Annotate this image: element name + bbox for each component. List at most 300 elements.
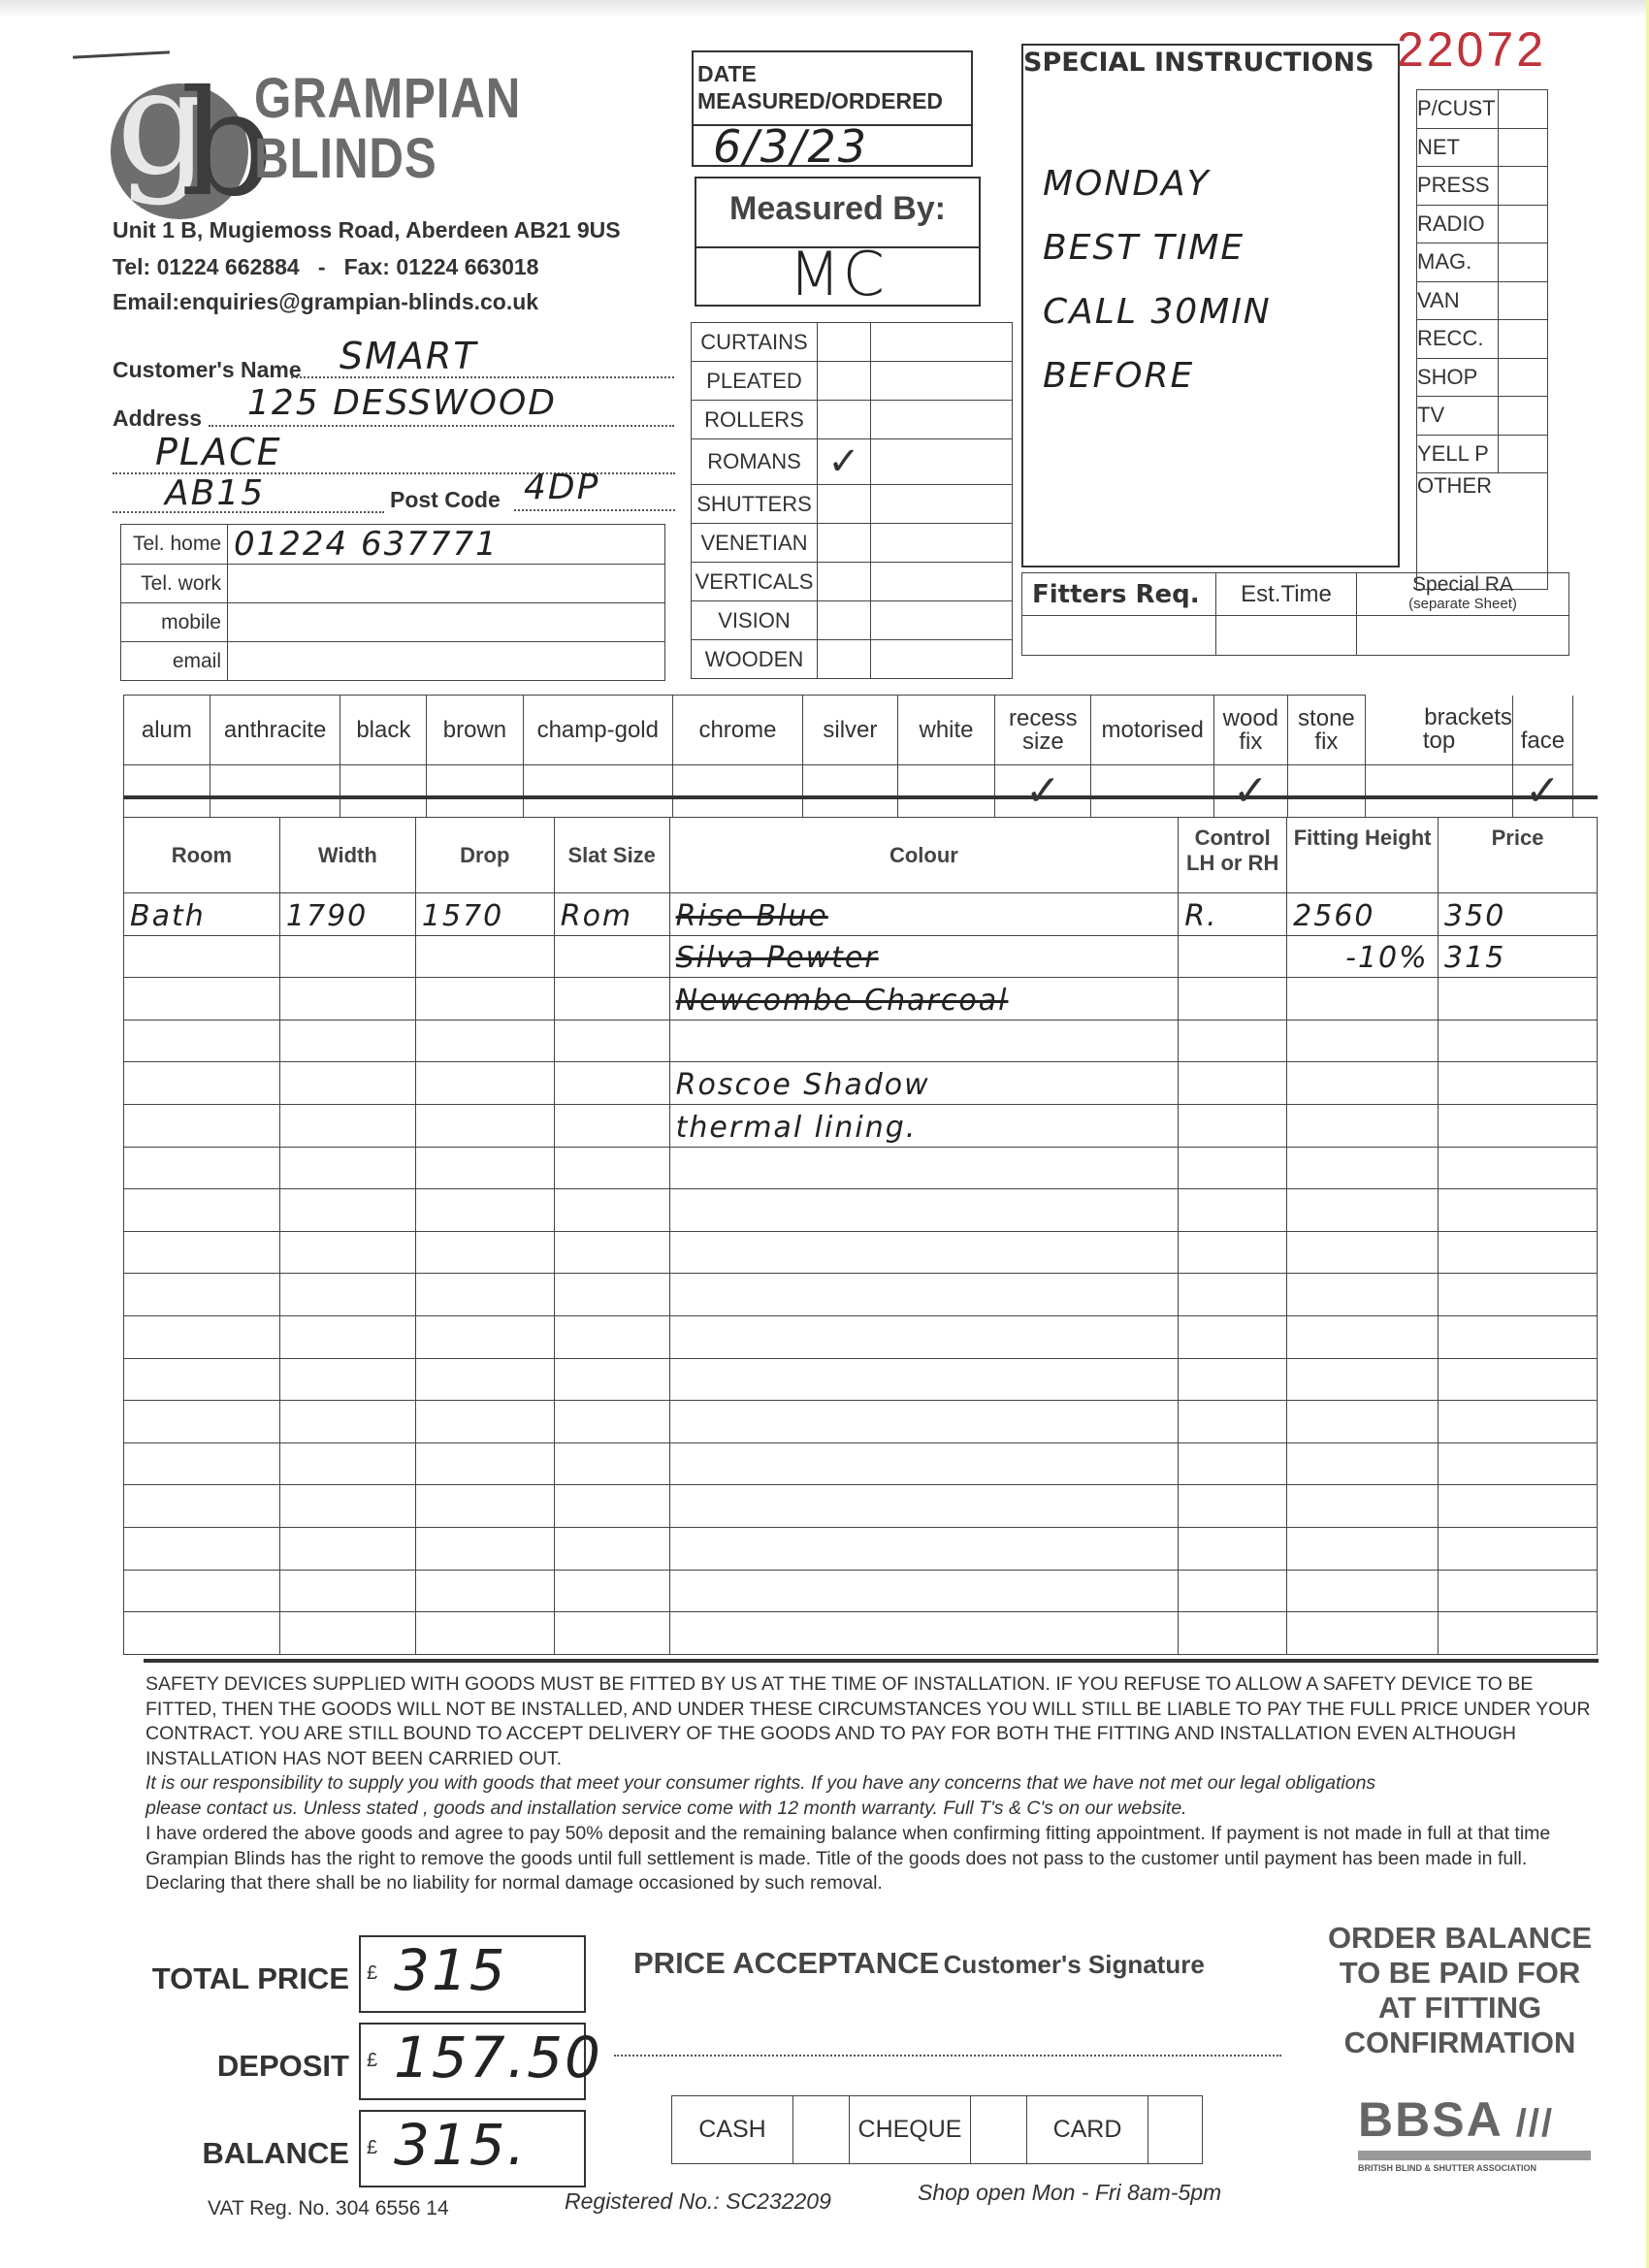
source-checkbox[interactable]	[1499, 397, 1548, 436]
cell-control[interactable]	[1179, 1612, 1287, 1655]
warranty-notice: please contact us. Unless stated , goods and installation service come with 12 month warranty. Full T's & C's on our website.	[146, 1798, 1187, 1819]
safety-notice: SAFETY DEVICES SUPPLIED WITH GOODS MUST BE FITTED BY US AT THE TIME OF INSTALLATION. IF YOU REFUSE TO ALLOW A SAFETY DEVICE TO BE FITTED, THEN THE GOODS WILL NOT BE INSTALLED, AND UNDER THESE CIRCUMSTANCES YOU WILL STILL BE LIABLE TO PAY THE FULL PRICE UNDER YOUR CONTRACT. YOU ARE STILL BOUND TO ACCEPT DELIVERY OF THE GOODS AND TO PAY FOR BOTH THE FITTING AND INSTALLATION EVEN ALTHOUGH INSTALLATION HAS NOT BEEN CARRIED OUT.	[146, 1673, 1591, 1769]
cell-slat[interactable]	[554, 935, 669, 978]
product-checkbox[interactable]	[818, 601, 871, 640]
fitters-req-field[interactable]	[1022, 616, 1216, 656]
column-header: Control LH or RH	[1179, 818, 1287, 893]
cell-room[interactable]	[124, 1485, 280, 1528]
cell-drop[interactable]	[415, 978, 554, 1021]
cell-colour[interactable]	[669, 1442, 1179, 1485]
cell-colour[interactable]	[669, 1104, 1179, 1147]
product-extra[interactable]	[871, 485, 1013, 524]
source-checkbox[interactable]	[1499, 358, 1548, 397]
contact-value[interactable]: 01224 637771	[228, 525, 665, 565]
cell-drop[interactable]	[415, 1274, 554, 1316]
cell-control[interactable]	[1179, 1147, 1287, 1189]
cell-colour[interactable]	[669, 1189, 1179, 1232]
cell-price-value: 315	[1444, 941, 1506, 976]
source-checkbox[interactable]	[1499, 167, 1548, 206]
option-label	[523, 696, 672, 765]
option-text: alum	[141, 716, 192, 743]
source-label: OTHER	[1417, 473, 1548, 590]
cell-fitting[interactable]	[1287, 1358, 1439, 1401]
postcode-value[interactable]: 4DP	[524, 468, 600, 507]
cell-drop[interactable]	[415, 1612, 554, 1655]
option-checkbox[interactable]	[523, 765, 672, 818]
cell-width[interactable]	[279, 1231, 415, 1274]
cell-drop[interactable]	[415, 1570, 554, 1612]
source-row	[1417, 320, 1548, 359]
product-extra[interactable]	[871, 362, 1013, 401]
logo-letter-g: g	[116, 39, 210, 208]
cell-room[interactable]	[124, 1147, 280, 1189]
cell-control[interactable]	[1179, 1358, 1287, 1401]
cell-fitting[interactable]	[1287, 1020, 1439, 1062]
table-row	[124, 1062, 1598, 1105]
product-row	[692, 640, 1013, 679]
cell-slat[interactable]	[554, 1274, 669, 1316]
cell-control[interactable]	[1179, 1274, 1287, 1316]
currency-symbol: £	[367, 1962, 378, 1984]
cell-control[interactable]	[1179, 893, 1287, 936]
option-checkbox[interactable]: ✓	[1512, 765, 1572, 818]
cell-colour[interactable]	[669, 978, 1179, 1021]
cell-slat[interactable]	[554, 1104, 669, 1147]
cell-colour[interactable]	[669, 1612, 1179, 1655]
cell-width[interactable]	[279, 1401, 415, 1443]
cell-slat[interactable]	[554, 1020, 669, 1062]
option-checkbox[interactable]	[427, 765, 523, 818]
cell-fitting[interactable]	[1287, 1189, 1439, 1232]
cell-drop[interactable]	[415, 1401, 554, 1443]
cell-price[interactable]	[1439, 978, 1598, 1021]
cell-fitting[interactable]	[1287, 1104, 1439, 1147]
option-checkbox[interactable]	[210, 765, 340, 818]
cell-slat[interactable]	[554, 1442, 669, 1485]
cell-drop[interactable]	[415, 1527, 554, 1570]
cell-price[interactable]	[1439, 1527, 1598, 1570]
cell-control[interactable]	[1179, 935, 1287, 978]
product-extra[interactable]	[871, 439, 1013, 485]
cell-fitting[interactable]	[1287, 1570, 1439, 1612]
cell-width[interactable]	[279, 1442, 415, 1485]
product-checkbox[interactable]: ✓	[818, 439, 871, 485]
cell-room[interactable]	[124, 1231, 280, 1274]
source-row	[1417, 281, 1548, 320]
cell-drop[interactable]	[415, 1147, 554, 1189]
cell-room[interactable]	[124, 1104, 280, 1147]
cell-drop[interactable]	[415, 1231, 554, 1274]
cell-control[interactable]	[1179, 1442, 1287, 1485]
cell-room[interactable]	[124, 1315, 280, 1358]
cell-width[interactable]	[279, 1062, 415, 1105]
product-extra[interactable]	[871, 640, 1013, 679]
option-text: silver	[823, 716, 878, 743]
signature-line[interactable]	[614, 2055, 1281, 2057]
cell-price[interactable]	[1439, 1020, 1598, 1062]
option-checkbox[interactable]	[803, 765, 898, 818]
cell-price[interactable]	[1439, 893, 1598, 936]
cell-fitting[interactable]	[1287, 1612, 1439, 1655]
total-price-label: TOTAL PRICE	[151, 1961, 349, 1995]
product-checkbox[interactable]	[818, 362, 871, 401]
cell-slat[interactable]	[554, 893, 669, 936]
cell-fitting[interactable]	[1287, 1401, 1439, 1443]
instruction-line: CALL 30MIN	[1043, 292, 1272, 332]
vat-number: VAT Reg. No. 304 6556 14	[208, 2197, 449, 2219]
option-text: face	[1520, 728, 1566, 755]
special-instructions-box	[1021, 44, 1400, 567]
cell-room[interactable]	[124, 1401, 280, 1443]
cell-width[interactable]	[279, 1527, 415, 1570]
cell-price[interactable]	[1439, 1358, 1598, 1401]
cell-drop[interactable]	[415, 1315, 554, 1358]
cell-fitting-value: -10%	[1345, 941, 1429, 976]
cell-drop[interactable]	[415, 1020, 554, 1062]
cell-room[interactable]	[124, 1020, 280, 1062]
cell-drop[interactable]	[415, 1442, 554, 1485]
cell-width[interactable]	[279, 1147, 415, 1189]
cell-slat[interactable]	[554, 1485, 669, 1528]
cell-slat[interactable]	[554, 1612, 669, 1655]
cell-room[interactable]	[124, 1358, 280, 1401]
cell-control[interactable]	[1179, 1401, 1287, 1443]
cell-width[interactable]	[279, 935, 415, 978]
cell-fitting[interactable]	[1287, 1442, 1439, 1485]
cell-drop[interactable]	[415, 1358, 554, 1401]
cell-control[interactable]	[1179, 1062, 1287, 1105]
company-address: Unit 1 B, Mugiemoss Road, Aberdeen AB21 9US	[113, 217, 621, 243]
postcode-line	[514, 509, 675, 511]
agreement-notice: I have ordered the above goods and agree to pay 50% deposit and the remaining balance when confirming fitting appointment. If payment is not made in full at that time Grampian Blinds has the right to remove the goods until full settlement is made. Title of the goods does not pass to the customer until payment has been made in full. Declaring that there shall be no liability for normal damage occasioned by such removal.	[146, 1823, 1551, 1894]
currency-symbol: £	[367, 2050, 378, 2071]
cell-price[interactable]	[1439, 1315, 1598, 1358]
registered-number: Registered No.: SC232209	[565, 2188, 831, 2214]
customer-name-label: Customer's Name	[113, 357, 302, 382]
cell-fitting[interactable]	[1287, 893, 1439, 936]
cell-slat[interactable]	[554, 1315, 669, 1358]
instruction-line: BEST TIME	[1043, 228, 1245, 268]
contact-value[interactable]	[228, 603, 665, 642]
date-label-line2: MEASURED/ORDERED	[697, 88, 944, 113]
cell-price[interactable]	[1439, 1104, 1598, 1147]
date-label	[697, 60, 943, 114]
table-row	[124, 1527, 1598, 1570]
cell-fitting[interactable]	[1287, 935, 1439, 978]
product-label: PLEATED	[692, 362, 818, 401]
table-row	[124, 1020, 1598, 1062]
cell-width[interactable]	[279, 893, 415, 936]
payment-cash-checkbox[interactable]	[793, 2096, 850, 2164]
cell-colour[interactable]	[669, 1358, 1179, 1401]
address-line1	[209, 425, 674, 427]
cell-price[interactable]	[1439, 1062, 1598, 1105]
contact-table	[120, 524, 665, 681]
logo-letter-b: b	[180, 60, 275, 229]
cell-slat[interactable]	[554, 1527, 669, 1570]
product-extra[interactable]	[871, 563, 1013, 601]
option-text: white	[919, 716, 974, 743]
product-label: ROLLERS	[692, 401, 818, 439]
section-divider	[144, 1659, 1599, 1663]
cell-width[interactable]	[279, 1315, 415, 1358]
cell-control[interactable]	[1179, 1485, 1287, 1528]
source-checkbox[interactable]	[1499, 320, 1548, 359]
product-extra[interactable]	[871, 323, 1013, 362]
table-row	[124, 935, 1598, 978]
balance-field[interactable]	[359, 2110, 586, 2187]
cell-room-value: Bath	[130, 898, 206, 933]
contact-value[interactable]	[228, 642, 665, 681]
cell-room[interactable]	[124, 1274, 280, 1316]
measured-by-box	[695, 177, 981, 307]
cell-price-value: 350	[1444, 898, 1506, 933]
option-text: brown	[442, 716, 507, 743]
cell-colour[interactable]	[669, 893, 1179, 936]
cell-colour[interactable]	[669, 1485, 1179, 1528]
cell-slat[interactable]	[554, 1358, 669, 1401]
total-price-field[interactable]	[359, 1935, 586, 2013]
cell-control[interactable]	[1179, 978, 1287, 1021]
column-header: Price	[1439, 818, 1598, 893]
source-checkbox[interactable]	[1499, 205, 1548, 243]
address-label: Address	[113, 405, 203, 431]
cell-width[interactable]	[279, 1612, 415, 1655]
cell-control[interactable]	[1179, 1231, 1287, 1274]
cell-room[interactable]	[124, 978, 280, 1021]
cell-drop[interactable]	[415, 1485, 554, 1528]
product-checkbox[interactable]	[818, 640, 871, 679]
cell-control[interactable]	[1179, 1189, 1287, 1232]
option-checkbox[interactable]	[1091, 765, 1214, 818]
cell-slat[interactable]	[554, 1062, 669, 1105]
cell-colour[interactable]	[669, 1527, 1179, 1570]
cell-control[interactable]	[1179, 1020, 1287, 1062]
cell-fitting[interactable]	[1287, 1274, 1439, 1316]
cell-colour[interactable]	[669, 1147, 1179, 1189]
cell-colour[interactable]	[669, 1570, 1179, 1612]
cell-drop[interactable]	[415, 1189, 554, 1232]
cell-width[interactable]	[279, 1189, 415, 1232]
option-label	[1366, 696, 1513, 765]
cell-width[interactable]	[279, 1358, 415, 1401]
balance-value: 315.	[394, 2112, 528, 2178]
table-row	[124, 1612, 1598, 1655]
product-label: VENETIAN	[692, 524, 818, 563]
source-checkbox[interactable]	[1499, 435, 1548, 473]
payment-cash-label: CASH	[672, 2096, 793, 2164]
option-label	[1214, 696, 1288, 765]
product-row	[692, 563, 1013, 601]
fitters-req-label: Fitters Req.	[1022, 573, 1216, 616]
cell-price[interactable]	[1439, 1612, 1598, 1655]
cell-room[interactable]	[124, 1189, 280, 1232]
cell-colour[interactable]	[669, 1274, 1179, 1316]
special-ra-label	[1357, 573, 1569, 616]
source-checkbox[interactable]	[1499, 281, 1548, 320]
cell-fitting[interactable]	[1287, 1231, 1439, 1274]
special-ra-field[interactable]	[1357, 616, 1569, 656]
cell-fitting[interactable]	[1287, 1485, 1439, 1528]
table-row	[124, 1147, 1598, 1189]
option-text: chrome	[698, 716, 777, 743]
brackets-group-label: brackets	[1424, 704, 1512, 731]
source-checkbox[interactable]	[1499, 128, 1548, 167]
cell-price[interactable]	[1439, 1401, 1598, 1443]
product-label: WOODEN	[692, 640, 818, 679]
table-row	[124, 1485, 1598, 1528]
cell-width[interactable]	[279, 1104, 415, 1147]
product-extra[interactable]	[871, 524, 1013, 563]
brand-line2: BLINDS	[254, 127, 437, 190]
cell-width[interactable]	[279, 1570, 415, 1612]
cell-control[interactable]	[1179, 1104, 1287, 1147]
cell-width[interactable]	[279, 978, 415, 1021]
cell-slat[interactable]	[554, 1401, 669, 1443]
bbsa-wordmark: BBSA	[1358, 2092, 1504, 2147]
customer-name-value[interactable]: SMART	[340, 335, 478, 377]
product-extra[interactable]	[871, 601, 1013, 640]
cell-colour[interactable]	[669, 935, 1179, 978]
cell-control[interactable]	[1179, 1527, 1287, 1570]
address-line2-value[interactable]: PLACE	[155, 431, 282, 473]
cell-colour[interactable]	[669, 1020, 1179, 1062]
cell-slat[interactable]	[554, 1189, 669, 1232]
cell-width[interactable]	[279, 1020, 415, 1062]
cell-colour-value: Roscoe Shadow	[675, 1067, 930, 1102]
measured-by-label: Measured By:	[729, 190, 946, 227]
cell-fitting[interactable]	[1287, 1527, 1439, 1570]
source-checkbox[interactable]	[1499, 90, 1548, 129]
cell-room[interactable]	[124, 1527, 280, 1570]
contact-row	[121, 603, 665, 642]
cell-fitting[interactable]	[1287, 1062, 1439, 1105]
address-line3-value[interactable]: AB15	[165, 473, 266, 513]
option-checkbox[interactable]: ✓	[995, 765, 1091, 818]
product-checkbox[interactable]	[818, 485, 871, 524]
cell-room[interactable]	[124, 1612, 280, 1655]
cell-price[interactable]	[1439, 1147, 1598, 1189]
cell-fitting[interactable]	[1287, 1315, 1439, 1358]
cell-colour[interactable]	[669, 1062, 1179, 1105]
source-label: MAG.	[1417, 243, 1499, 282]
cell-price[interactable]	[1439, 1485, 1598, 1528]
cell-fitting[interactable]	[1287, 978, 1439, 1021]
product-extra[interactable]	[871, 401, 1013, 439]
product-checkbox[interactable]	[818, 401, 871, 439]
cell-slat[interactable]	[554, 1231, 669, 1274]
cell-drop[interactable]	[415, 1062, 554, 1105]
instruction-line: MONDAY	[1043, 164, 1211, 204]
option-checkbox[interactable]	[1287, 765, 1366, 818]
cell-drop[interactable]	[415, 893, 554, 936]
date-value[interactable]: 6/3/23	[713, 120, 869, 173]
cell-slat[interactable]	[554, 1570, 669, 1612]
cell-width[interactable]	[279, 1485, 415, 1528]
cell-price[interactable]	[1439, 1274, 1598, 1316]
instruction-line: BEFORE	[1043, 356, 1195, 396]
payment-cheque-label: CHEQUE	[850, 2096, 971, 2164]
source-label: TV	[1417, 397, 1499, 436]
cell-control[interactable]	[1179, 1315, 1287, 1358]
deposit-field[interactable]	[359, 2023, 602, 2100]
option-checkbox[interactable]	[1366, 765, 1513, 818]
cell-drop[interactable]	[415, 1104, 554, 1147]
cell-colour-value: Newcombe Charcoal	[675, 983, 1009, 1018]
measured-by-value[interactable]: MC	[789, 239, 887, 309]
cell-room[interactable]	[124, 1570, 280, 1612]
option-label	[124, 696, 210, 765]
table-row	[124, 1442, 1598, 1485]
product-checkbox[interactable]	[818, 563, 871, 601]
table-row	[124, 1231, 1598, 1274]
option-checkbox[interactable]	[897, 765, 995, 818]
payment-card-checkbox[interactable]	[1148, 2096, 1203, 2164]
cell-colour[interactable]	[669, 1231, 1179, 1274]
special-instructions-text[interactable]	[1043, 152, 1272, 408]
est-time-field[interactable]	[1216, 616, 1357, 656]
product-checkbox[interactable]	[818, 323, 871, 362]
shop-hours: Shop open Mon - Fri 8am-5pm	[918, 2180, 1222, 2205]
notice-line: CONFIRMATION	[1343, 2025, 1576, 2059]
address-line1-value[interactable]: 125 DESSWOOD	[247, 383, 558, 423]
cell-room[interactable]	[124, 1062, 280, 1105]
table-row	[124, 1189, 1598, 1232]
cell-price[interactable]	[1439, 1442, 1598, 1485]
cell-slat[interactable]	[554, 978, 669, 1021]
column-header: Fitting Height	[1287, 818, 1439, 893]
cell-room[interactable]	[124, 893, 280, 936]
option-checkbox[interactable]	[672, 765, 802, 818]
cell-drop[interactable]	[415, 935, 554, 978]
cell-room[interactable]	[124, 1442, 280, 1485]
cell-room[interactable]	[124, 935, 280, 978]
rights-notice: It is our responsibility to supply you with goods that meet your consumer rights. If you have any concerns that we have not met our legal obligations	[146, 1772, 1376, 1794]
option-text: anthracite	[223, 716, 327, 743]
cell-price[interactable]	[1439, 1189, 1598, 1232]
cell-price[interactable]	[1439, 935, 1598, 978]
notice-line: AT FITTING	[1377, 1991, 1542, 2025]
option-text: champ-gold	[536, 716, 659, 743]
column-header: Drop	[415, 818, 554, 893]
cell-width[interactable]	[279, 1274, 415, 1316]
option-text: recess size	[1008, 704, 1078, 755]
source-checkbox[interactable]	[1499, 243, 1548, 282]
cell-price[interactable]	[1439, 1570, 1598, 1612]
cell-price[interactable]	[1439, 1231, 1598, 1274]
option-checkbox[interactable]	[124, 765, 210, 818]
option-checkbox[interactable]	[340, 765, 427, 818]
cell-fitting[interactable]	[1287, 1147, 1439, 1189]
fitters-table	[1021, 572, 1569, 656]
payment-cheque-checkbox[interactable]	[971, 2096, 1027, 2164]
option-checkbox[interactable]: ✓	[1214, 765, 1288, 818]
cell-colour[interactable]	[669, 1315, 1179, 1358]
product-checkbox[interactable]	[818, 524, 871, 563]
source-row	[1417, 205, 1548, 243]
cell-slat[interactable]	[554, 1147, 669, 1189]
contact-value[interactable]	[228, 565, 665, 603]
cell-colour[interactable]	[669, 1401, 1179, 1443]
cell-colour-value: thermal lining.	[675, 1110, 918, 1145]
notice-line: TO BE PAID FOR	[1339, 1956, 1581, 1990]
special-ra-sub: (separate Sheet)	[1408, 595, 1517, 612]
source-label: NET	[1417, 128, 1499, 167]
bbsa-stripe	[1358, 2151, 1591, 2160]
cell-drop-value: 1570	[421, 898, 504, 933]
product-label: VERTICALS	[692, 563, 818, 601]
cell-control[interactable]	[1179, 1570, 1287, 1612]
